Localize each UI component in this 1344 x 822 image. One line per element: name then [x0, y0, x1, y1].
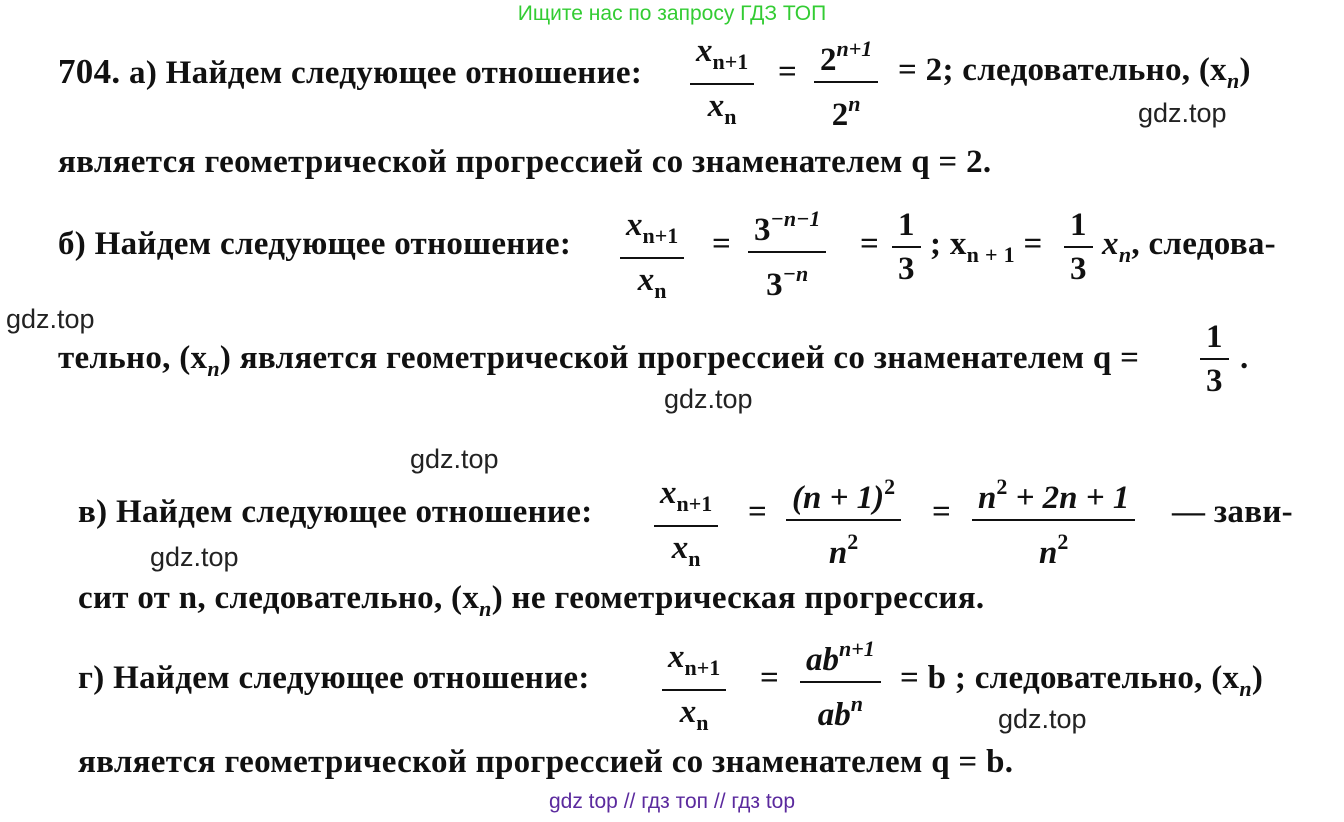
- part-b-intro: Найдем следующее отношение:: [94, 226, 572, 262]
- part-b-fraction-3: $\frac{3^{-n-1}}{3^{-n}}$: [748, 200, 826, 304]
- part-b-label: б): [58, 226, 87, 262]
- part-a-result: = 2; следовательно, $(x_n)$: [898, 52, 1251, 93]
- watermark: gdz.top: [664, 384, 753, 414]
- part-c-tail: — зави-: [1172, 494, 1293, 530]
- part-a-equals: =: [778, 54, 797, 90]
- part-b-equals-2: =: [860, 226, 879, 262]
- part-b-fraction-third: $\frac{1}{3}$: [892, 206, 921, 288]
- part-d-equals: =: [760, 660, 779, 696]
- problem-number: 704.: [58, 52, 121, 91]
- part-a-intro: Найдем следующее отношение:: [165, 55, 643, 91]
- part-b-tail: $x_n$, следова-: [1102, 226, 1276, 267]
- part-c-fraction-n1: $\frac{(n + 1)^2}{n^2}$: [786, 468, 901, 572]
- part-d-line2: является геометрической прогрессией со знаменателем q = b.: [78, 744, 1014, 780]
- part-c-line1: [78, 494, 592, 531]
- watermark: gdz.top: [1138, 98, 1227, 128]
- part-b-equals-1: =: [712, 226, 731, 262]
- part-d-label: г): [78, 660, 105, 696]
- part-b-fraction-x: $\frac{x_{n+1}}{x_n}$: [620, 206, 684, 310]
- part-b-fraction-third-2: $\frac{1}{3}$: [1064, 206, 1093, 288]
- part-b-dot: .: [1240, 340, 1249, 376]
- part-b-line2: тельно, $(x_n)$ является геометрической прогрессией со знаменателем q =: [58, 340, 1140, 381]
- watermark: gdz.top: [998, 704, 1087, 734]
- part-d-fraction-ab: $ab^{n+1}$ $ab^n$: [800, 630, 881, 734]
- part-c-intro: Найдем следующее отношение:: [115, 494, 593, 530]
- part-c-fraction-x: $\frac{x_{n+1}}{x_n}$: [654, 474, 718, 578]
- watermark: gdz.top: [410, 444, 499, 474]
- part-a-line2: является геометрической прогрессией со знаменателем q = 2.: [58, 144, 992, 180]
- part-c-label: в): [78, 494, 108, 530]
- search-banner: Ищите нас по запросу ГДЗ ТОП: [517, 2, 827, 25]
- part-a-line1: [58, 52, 642, 92]
- part-c-line2: сит от n, следовательно, $(x_n)$ не геометрическая прогрессия.: [78, 580, 985, 621]
- part-c-fraction-poly: $\frac{n^2 + 2n + 1}{n^2}$: [972, 468, 1135, 572]
- part-b-fraction-q: $\frac{1}{3}$: [1200, 318, 1229, 400]
- part-a-fraction-x: $\frac{x_{n+1}}{x_n}$: [690, 32, 754, 136]
- footer-watermark: gdz top // гдз топ // гдз top: [548, 790, 796, 813]
- part-d-intro: Найдем следующее отношение:: [113, 660, 590, 696]
- part-c-equals-2: =: [932, 494, 951, 530]
- part-a-label: а): [129, 55, 158, 91]
- watermark: gdz.top: [6, 304, 95, 334]
- part-c-equals-1: =: [748, 494, 767, 530]
- part-d-fraction-x: $\frac{x_{n+1}}{x_n}$: [662, 638, 726, 742]
- part-b-mid: ; $x_{n + 1}$ =: [930, 226, 1043, 267]
- part-d-result: = b ; следовательно, $(x_n)$: [900, 660, 1264, 701]
- part-a-fraction-2: $\frac{2^{n+1}}{2^n}$: [814, 30, 878, 134]
- watermark: gdz.top: [150, 542, 239, 572]
- part-d-line1: [78, 660, 590, 697]
- part-b-line1: [58, 226, 571, 263]
